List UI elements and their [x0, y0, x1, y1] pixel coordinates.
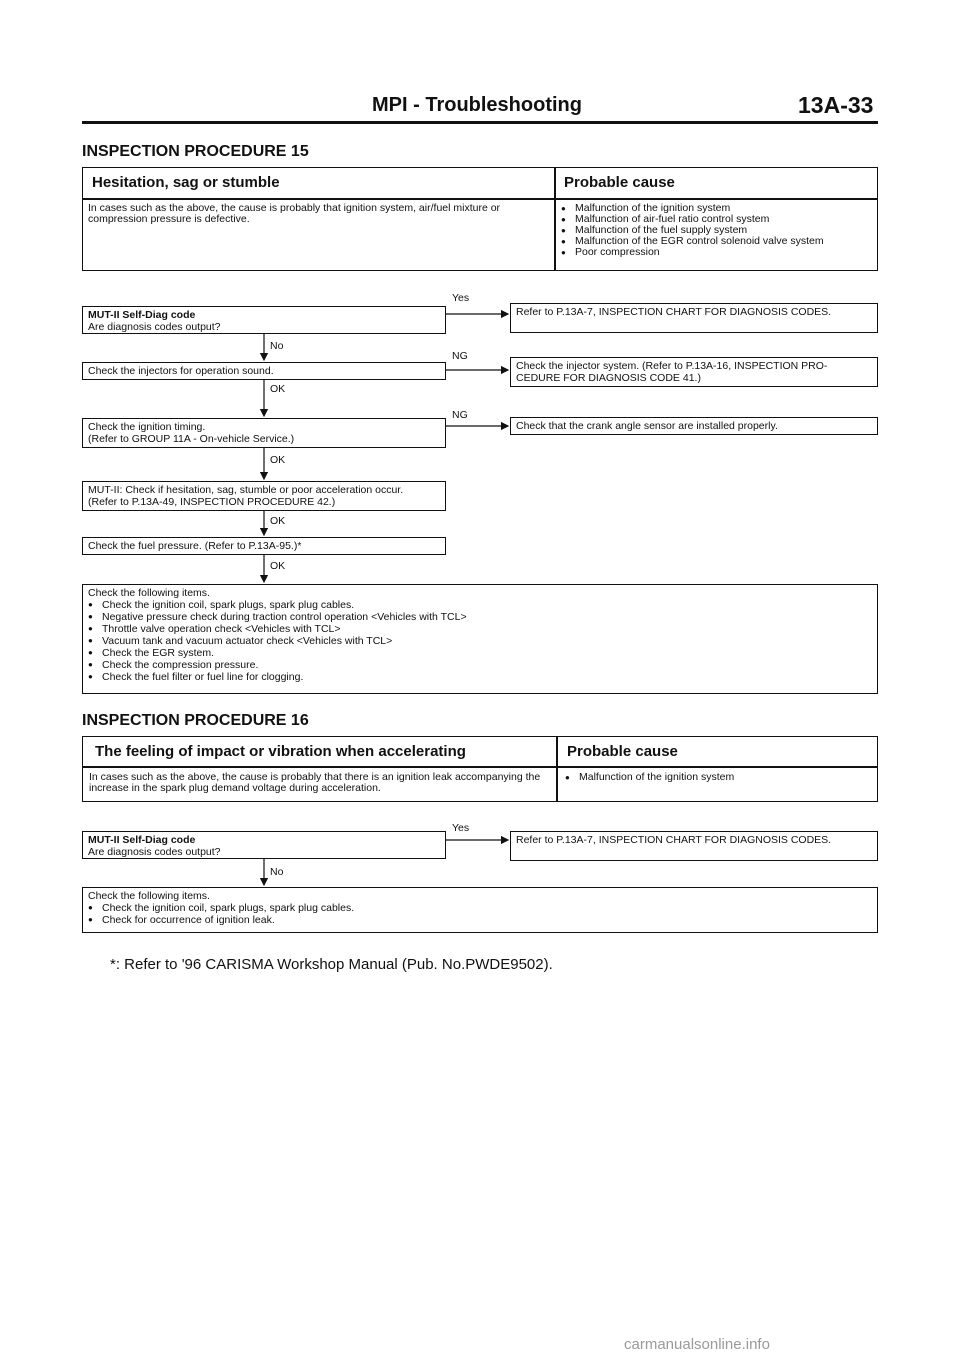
proc15-cause-title: Probable cause [564, 174, 675, 191]
list-item: ● Malfunction of air-fuel ratio control system [561, 214, 873, 225]
proc16-description: In cases such as the above, the cause is probably that there is an ignition leak accompanying the increase in the spark plug demand voltage during acceleration. [89, 771, 541, 794]
flow-box-title: Check the following items. [88, 587, 210, 599]
list-item: ● Check the EGR system. [88, 647, 872, 659]
list-item: ● Check the ignition coil, spark plugs, spark plug cables. [88, 599, 872, 611]
ok-label: OK [270, 454, 286, 466]
ng-label: NG [452, 350, 468, 362]
flow-box-text: Check the ignition timing. [88, 421, 206, 433]
flow-box-text: (Refer to P.13A-49, INSPECTION PROCEDURE 42.) [88, 496, 336, 508]
no-label: No [270, 340, 284, 352]
flow-box-text: Are diagnosis codes output? [88, 321, 221, 333]
list-item: ● Malfunction of the ignition system [565, 772, 865, 783]
proc15-symptom-title: Hesitation, sag or stumble [92, 174, 280, 191]
flow-box-injector-check: Check the injectors for operation sound. [82, 362, 446, 380]
list-item: ● Check for occurrence of ignition leak. [88, 914, 872, 926]
list-item: ● Malfunction of the EGR control solenoid valve system [561, 236, 873, 247]
list-item: ● Check the fuel filter or fuel line for clogging. [88, 671, 872, 683]
flow-box-title: MUT-II Self-Diag code [88, 834, 196, 846]
list-item: ● Check the ignition coil, spark plugs, spark plug cables. [88, 902, 872, 914]
ng-label: NG [452, 409, 468, 421]
flow-result-crank-angle: Check that the crank angle sensor are installed properly. [510, 417, 878, 435]
flow-box-title: MUT-II Self-Diag code [88, 309, 196, 321]
list-item: ● Throttle valve operation check <Vehicles with TCL> [88, 623, 872, 635]
proc16-cause-title: Probable cause [567, 743, 678, 760]
no-label: No [270, 866, 284, 878]
ok-label: OK [270, 515, 286, 527]
flow-box-fuel-pressure: Check the fuel pressure. (Refer to P.13A-95.)* [82, 537, 446, 555]
flow-result-refer-chart: Refer to P.13A-7, INSPECTION CHART FOR DIAGNOSIS CODES. [510, 303, 878, 333]
flow-box-text: (Refer to GROUP 11A - On-vehicle Service.) [88, 433, 295, 445]
list-item: ● Poor compression [561, 247, 873, 258]
flow-box-text: Are diagnosis codes output? [88, 846, 221, 858]
proc15-heading: INSPECTION PROCEDURE 15 [82, 143, 309, 160]
yes-label: Yes [452, 822, 470, 834]
page-title: MPI - Troubleshooting [372, 94, 582, 116]
watermark: carmanualsonline.info [624, 1336, 770, 1353]
list-item: ● Negative pressure check during traction control operation <Vehicles with TCL> [88, 611, 872, 623]
proc16-heading: INSPECTION PROCEDURE 16 [82, 712, 309, 729]
flow-result-injector-system: Check the injector system. (Refer to P.13A-16, INSPECTION PRO- CEDURE FOR DIAGNOSIS CODE 41.) [510, 357, 878, 387]
yes-label: Yes [452, 292, 470, 304]
flow-result-refer-chart: Refer to P.13A-7, INSPECTION CHART FOR DIAGNOSIS CODES. [510, 831, 878, 861]
proc15-description: In cases such as the above, the cause is probably that ignition system, air/fuel mixture or compression pressure is defective. [88, 202, 501, 225]
ok-label: OK [270, 560, 286, 572]
flow-box-title: Check the following items. [88, 890, 210, 902]
list-item: ● Malfunction of the fuel supply system [561, 225, 873, 236]
list-item: ● Malfunction of the ignition system [561, 203, 873, 214]
list-item: ● Check the compression pressure. [88, 659, 872, 671]
footnote: *: Refer to '96 CARISMA Workshop Manual (Pub. No.PWDE9502). [110, 956, 553, 973]
page-number: 13A-33 [798, 92, 874, 118]
proc16-symptom-title: The feeling of impact or vibration when accelerating [95, 743, 466, 760]
list-item: ● Vacuum tank and vacuum actuator check <Vehicles with TCL> [88, 635, 872, 647]
ok-label: OK [270, 383, 286, 395]
flow-box-text: MUT-II: Check if hesitation, sag, stumble or poor acceleration occur. [88, 484, 404, 496]
